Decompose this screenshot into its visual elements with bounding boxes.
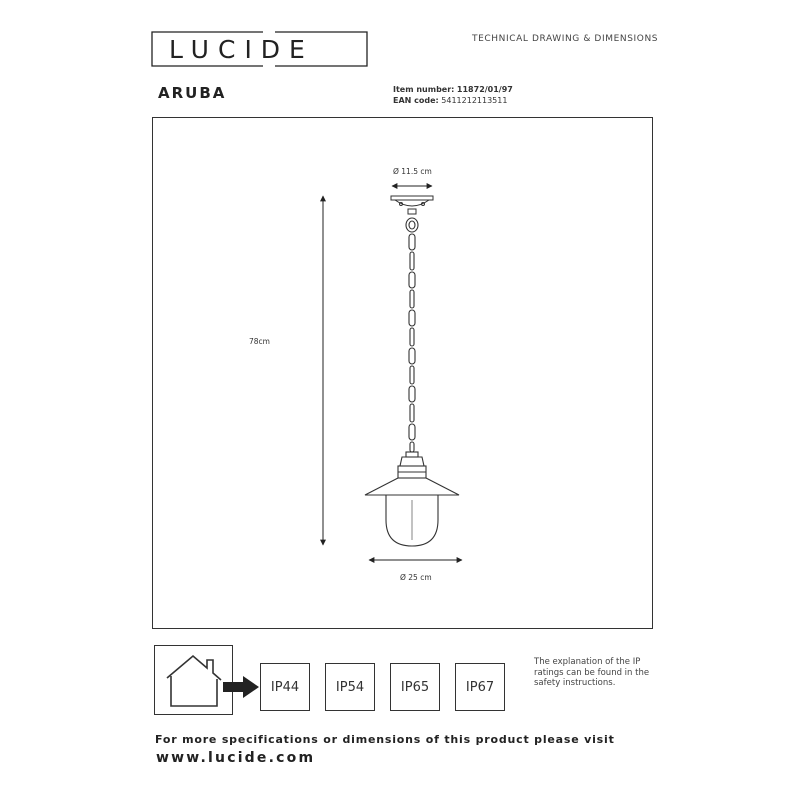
ean-value: 5411212113511 <box>441 96 508 105</box>
lamp-head <box>365 452 459 546</box>
chain <box>406 218 418 452</box>
ip-rating-ip54: IP54 <box>325 663 375 711</box>
top-diameter-label: Ø 11.5 cm <box>393 167 432 176</box>
logo-text: LUCIDE <box>169 35 314 64</box>
doc-type-heading: TECHNICAL DRAWING & DIMENSIONS <box>472 34 659 44</box>
ip-explanation-note: The explanation of the IP ratings can be found in the safety instructions. <box>534 657 650 688</box>
model-name: ARUBA <box>158 84 227 102</box>
bottom-diameter-label: Ø 25 cm <box>400 573 432 582</box>
item-number-label: Item number: <box>393 85 455 94</box>
ip-rating-ip44: IP44 <box>260 663 310 711</box>
ceiling-canopy <box>391 196 433 214</box>
ip-rating-ip67: IP67 <box>455 663 505 711</box>
arrow-right-icon <box>221 675 261 699</box>
item-number-value: 11872/01/97 <box>456 85 513 94</box>
height-label: 78cm <box>249 337 270 346</box>
ean-label: EAN code: <box>393 96 439 105</box>
footer-text: For more specifications or dimensions of this product please visit <box>155 733 615 746</box>
ip-rating-ip65: IP65 <box>390 663 440 711</box>
website-link[interactable]: www.lucide.com <box>156 750 316 766</box>
